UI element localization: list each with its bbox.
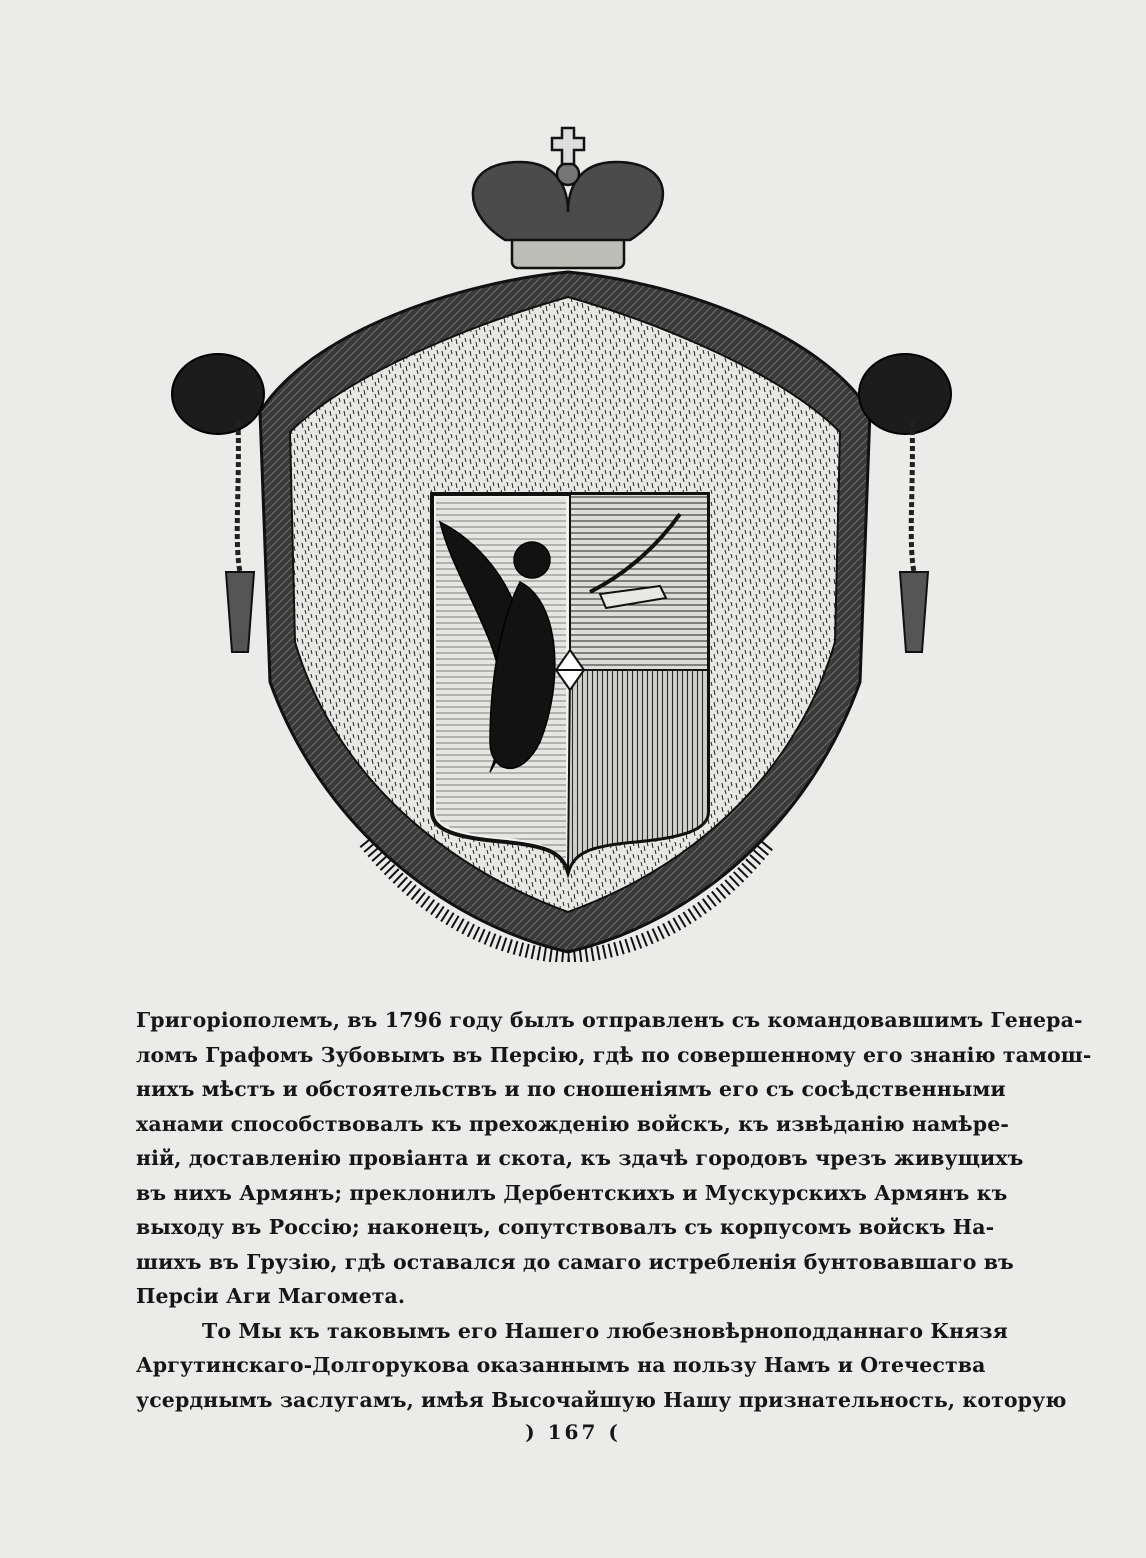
text-line: Григоріополемъ, въ 1796 году былъ отправленъ съ командовавшимъ Генера- [136,1008,1083,1032]
text-line: нихъ мѣстъ и обстоятельствъ и по сношеніямъ его съ сосѣдственными [136,1077,1006,1101]
page-number: ) 167 ( [525,1420,621,1444]
text-line: Персіи Аги Магомета. [136,1284,406,1308]
text-line: шихъ въ Грузію, гдѣ оставался до самаго истребленія бунтовавшаго въ [136,1249,1014,1274]
text-line: ханами способствовалъ къ прехожденію войскъ, къ извѣданію намѣре- [136,1111,1009,1136]
text-line: усерднымъ заслугамъ, имѣя Высочайшую Нашу признательность, которую [136,1387,1067,1412]
text-line: выходу въ Россію; наконецъ, сопутствовалъ съ корпусомъ войскъ На- [136,1215,995,1239]
text-line: въ нихъ Армянъ; преклонилъ Дербентскихъ и Мускурскихъ Армянъ къ [136,1180,1008,1205]
text-line: ній, доставленію провіанта и скота, къ здачѣ городовъ чрезъ живущихъ [136,1146,1024,1170]
text-line: ломъ Графомъ Зубовымъ въ Персію, гдѣ по совершенному его знанію тамош- [136,1042,1092,1067]
coat-of-arms-icon [160,122,970,962]
text-line: Аргутинскаго-Долгорукова оказаннымъ на пользу Намъ и Отечества [136,1353,986,1377]
text-line: То Мы къ таковымъ его Нашего любезновѣрноподданнаго Князя [202,1318,1008,1343]
body-text [136,1003,1092,1417]
